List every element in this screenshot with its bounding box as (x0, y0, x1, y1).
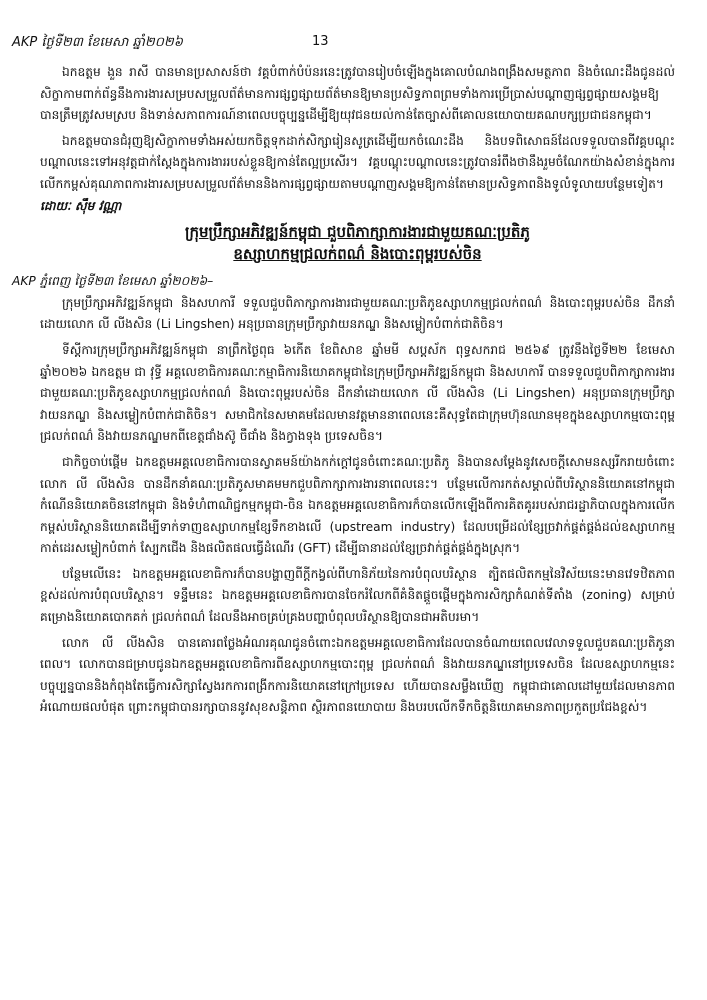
article-body (12, 62, 675, 723)
article2-title-line-2: ឧស្សាហកម្មជ្រលក់ពណ៌ និងបោះពុម្ពរបស់ចិន (233, 245, 482, 264)
article2-paragraph-3: ជាកិច្ចចាប់ផ្តើម ឯកឧត្តមអគ្គលេខាធិការបានស្វាគមន៍យ៉ាងកក់ក្តៅជូនចំពោះគណៈប្រតិភូ និងបានសម្តែងនូវសេចក្តីសោមនស្សរីករាយចំពោះលោក លី លីងសិន បានដឹកនាំគណៈប្រតិភូសមាគមមកជួបពិភាក្សាការងារនាពេលនេះ។ បន្ថែមលើការកត់សម្គាល់ពីបរិស្ថាននិយោគនៅកម្ពុជា កំណើននិយោគចិននៅកម្ពុជា និងទំហំពាណិជ្ជកម្មកម្ពុជា-ចិន ឯកឧត្តមអគ្គលេខាធិការក៏បានលើកឡើងពីការគិតគូររបស់រាជរដ្ឋាភិបាលក្នុងការលើកកម្ពស់បរិស្ថាននិយោគដើម្បីទាក់ទាញឧស្សាហកម្មខ្សែទឹកខាងលើ (upstream industry) ដែលបម្រើដល់ខ្សែច្រវាក់ផ្គត់ផ្គង់ដល់ឧស្សាហកម្មកាត់ដេរសម្លៀកបំពាក់ ស្បែកជើង និងផលិតផលធ្វើដំណើរ (GFT) ដើម្បីធានាដល់ខ្សែច្រវាក់ផ្គត់ផ្គង់ក្នុងស្រុក។ (40, 454, 675, 556)
article2-paragraph-2: ទីស្តីការក្រុមប្រឹក្សាអភិវឌ្ឍន៍កម្ពុជា នាព្រឹកថ្ងៃពុធ ៦កើត ខែពិសាខ ឆ្នាំមមី សប្តស័ក ពុទ្ធសករាជ ២៥៦៩ ត្រូវនឹងថ្ងៃទី២២ ខែមេសា ឆ្នាំ២០២៦ ឯកឧត្តម ជា វុទ្ធី អគ្គលេខាធិការគណៈកម្មាធិការនិយោគកម្ពុជានៃក្រុមប្រឹក្សាអភិវឌ្ឍន៍កម្ពុជា និងសហការី បានទទួលជួបពិភាក្សាការងារជាមួយគណៈប្រតិភូឧស្សាហកម្មជ្រលក់ពណ៌ និងបោះពុម្ពរបស់ចិន ដឹកនាំដោយលោក លី លីងសិន (Li Lingshen) អនុប្រធានក្រុមប្រឹក្សាវាយនភណ្ឌ និងសម្លៀកបំពាក់ជាតិចិន។ សមាជិកនៃសមាគមដែលមានវត្តមាននាពេលនេះគឺសុទ្ធតែជាក្រុមហ៊ុនឈានមុខក្នុងឧស្សាហកម្មបោះពុម្ព ជ្រលក់ពណ៌ និងវាយនភណ្ឌមកពីខេត្តជាំងស៊ូ ចឺជាំង និងក្វាងទុង ប្រទេសចិន។ (40, 342, 675, 444)
article2-title (40, 221, 675, 265)
article2-dateline: AKP ភ្នំពេញ ថ្ងៃទី២៣ ខែមេសា ឆ្នាំ២០២៦– (12, 274, 214, 289)
article2-paragraph-4: បន្ថែមលើនេះ ឯកឧត្តមអគ្គលេខាធិការក៏បានបង្ហាញពីក្តីកង្វល់ពីហានិភ័យនៃការបំពុលបរិស្ថាន ត្បិតផលិតកម្មនៃវិស័យនេះមានវេទឋិតភាពខ្ពស់ដល់ការបំពុលបរិស្ថាន។ ទន្ទឹមនេះ ឯកឧត្តមអគ្គលេខាធិការបានចែករំលែកពីគំនិតផ្តួចផ្តើមក្នុងការសិក្សាកំណត់ទីតាំង (zoning) សម្រាប់គម្រោងនិយោគបោកគក់ ជ្រលក់ពណ៌ ដែលនឹងអាចគ្រប់គ្រងបញ្ហាបំពុលបរិស្ថានឱ្យបានជាអតិបរមា។ (40, 566, 675, 625)
article2-paragraph-1: ក្រុមប្រឹក្សាអភិវឌ្ឍន៍កម្ពុជា និងសហការី ទទួលជួបពិភាក្សាការងារជាមួយគណៈប្រតិភូឧស្សាហកម្មជ្រលក់ពណ៌ និងបោះពុម្ពរបស់ចិន ដឹកនាំដោយលោក លី លីងសិន (Li Lingshen) អនុប្រធានក្រុមប្រឹក្សាវាយនភណ្ឌ និងសម្លៀកបំពាក់ជាតិចិន។ (40, 295, 675, 332)
page-number: 13 (312, 34, 329, 49)
byline: ដោយៈ ស៊ឹម វណ្ណា (40, 198, 122, 213)
header-date: AKP ថ្ងៃទី២៣ ខែមេសា ឆ្នាំ២០២៦ (12, 35, 183, 50)
page-header (12, 34, 692, 56)
article1-paragraph-2 (40, 131, 675, 217)
article1-paragraph-1: ឯកឧត្តម ងួន រាសី បានមានប្រសាសន៍ថា វគ្គបំពាក់បំប៉នរនេះត្រូវបានរៀបចំឡើងក្នុងគោលបំណងពង្រឹងសមត្ថភាព និងចំណេះដឹងជូនដល់សិក្ខាកាមពាក់ព័ន្ធនឹងការងារសម្របសម្រួលព័ត៌មានការផ្សព្វផ្សាយព័ត៌មានឱ្យមានប្រសិទ្ធភាពព្រមទាំងការប្រើប្រាស់បណ្តាញផ្សព្វផ្សាយសង្គមឱ្យបានត្រឹមត្រូវសមស្រប និងទាន់សភាពការណ៍នាពេលបច្ចុប្បន្នដើម្បីឱ្យយុវជនយល់កាន់តែច្បាស់ពីគោលនយោបាយគណបក្សប្រជាជនកម្ពុជា។ (40, 65, 675, 123)
article2-title-line-1: ក្រុមប្រឹក្សាអភិវឌ្ឍន៍កម្ពុជា ជួបពិភាក្សាការងារជាមួយគណៈប្រតិភូ (185, 223, 530, 242)
article2-paragraph-5: លោក លី លីងសិន បានគោរពថ្លែងអំណរគុណជូនចំពោះឯកឧត្តមអគ្គលេខាធិការដែលបានចំណាយពេលវេលាទទួលជួបគណៈប្រតិភូនាពេល។ លោកបានជម្រាបជូនឯកឧត្តមអគ្គលេខាធិការពីឧស្សាហកម្មបោះពុម្ព ជ្រលក់ពណ៌ និងវាយនភណ្ឌនៅប្រទេសចិន ដែលឧស្សាហកម្មនេះបច្ចុប្បន្នបាននិងកំពុងតែធ្វើការសិក្សាស្វែងរកការពង្រីកការនិយោគនៅក្រៅប្រទេស ហើយបានសម្លឹងឃើញ កម្ពុជាជាគោលដៅមួយដែលមានភាពអំណោយផលបំផុត ព្រោះកម្ពុជាបានរក្សាបាននូវសុខសន្តិភាព ស្ថិរភាពនយោបាយ និងបរបលើកទឹកចិត្តនិយោគមានភាពប្រកួតប្រជែងខ្ពស់។ (40, 635, 675, 715)
article1-paragraph-2-text: ឯកឧត្តមបានជំរុញឱ្យសិក្ខាកាមទាំងអស់យកចិត្តទុកដាក់សិក្សារៀនសូត្រដើម្បីយកចំណេះដឹង និងបទពិសោធន៍ដែលទទួលបានពីវគ្គបណ្តុះបណ្តាលនេះទៅអនុវត្តជាក់ស្តែងក្នុងការងាររបស់ខ្លួនឱ្យកាន់តែល្អប្រសើរ។ វគ្គបណ្តុះបណ្តាលនេះត្រូវបានរំពឹងថានឹងរួមចំណែកយ៉ាងសំខាន់ក្នុងការលើកកម្ពស់គុណភាពការងារសម្របសម្រួលព័ត៌មាននិងការផ្សព្វផ្សាយតាមបណ្តាញសង្គមឱ្យកាន់តែមានប្រសិទ្ធភាពនិងទូលំទូលាយបន្ថែមទៀត។ (40, 133, 675, 191)
